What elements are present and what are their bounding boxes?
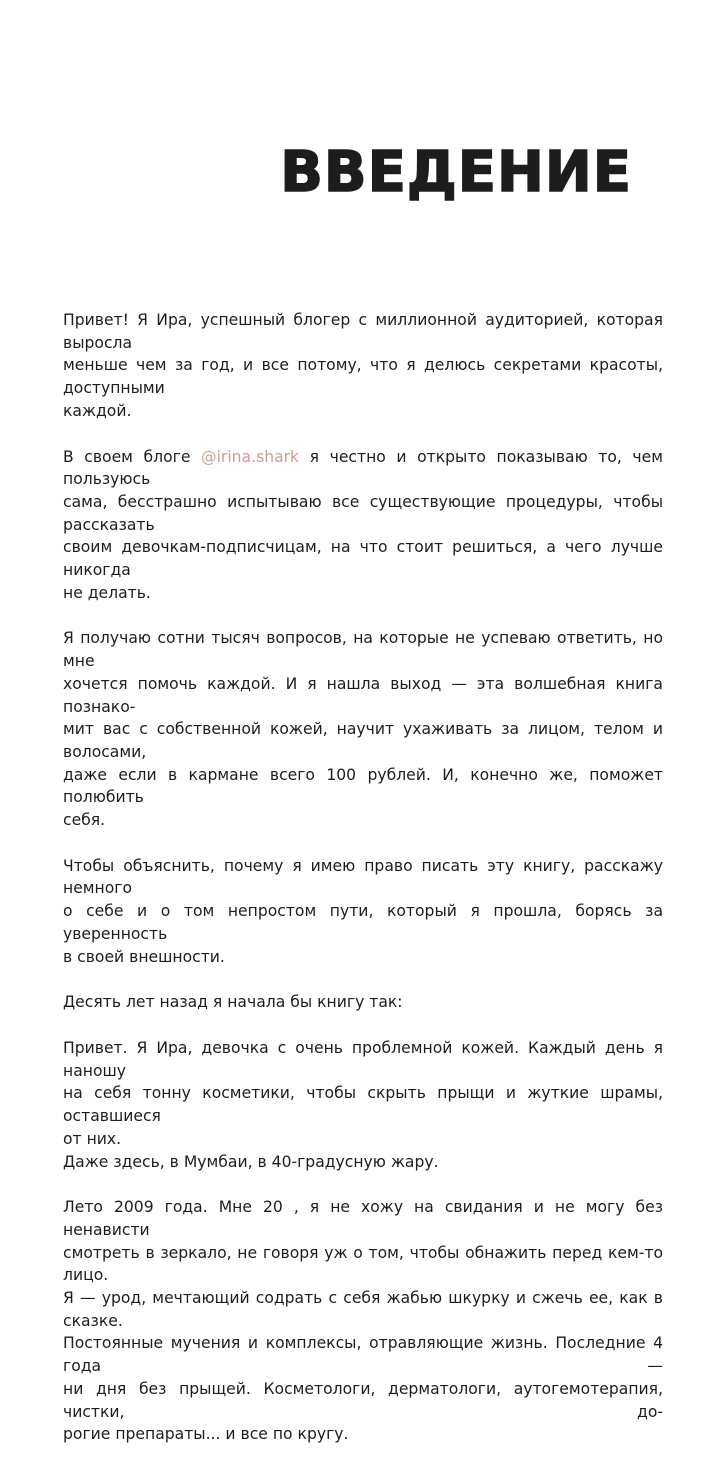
instagram-handle-link[interactable]: @irina.shark [201, 447, 300, 466]
paragraph-questions [63, 627, 663, 831]
text-line: не делать. [63, 583, 151, 602]
text-line: Я получаю сотни тысяч вопросов, на которые не успеваю ответить, но мне [63, 629, 663, 671]
text-line: о себе и о том непростом пути, который я прошла, борясь за уверенность [63, 902, 663, 943]
text-fragment: В своем блоге [63, 447, 191, 466]
chapter-body [63, 309, 663, 1469]
text-line: на себя тонну косметики, чтобы скрыть прыщи и жуткие шрамы, оставшиеся [63, 1084, 663, 1126]
text-line: рогие препараты... и все по кругу. [63, 1425, 349, 1444]
text-line: в своей внешности. [63, 947, 225, 966]
chapter-title: ВВЕДЕНИЕ [280, 140, 632, 205]
text-line: Привет! Я Ира, успешный блогер с миллионной аудиторией, которая выросла [63, 311, 663, 352]
text-line [63, 446, 663, 491]
text-line: Я — урод, мечтающий содрать с себя жабью шкурку и сжечь ее, как в сказке. [63, 1289, 663, 1330]
text-line: каждой. [63, 401, 132, 420]
text-line: от них. [63, 1129, 122, 1148]
paragraph-explain [63, 855, 663, 969]
paragraph-blog [63, 446, 663, 605]
text-line: Чтобы объяснить, почему я имею право писать эту книгу, расскажу немного [63, 856, 663, 898]
text-line: смотреть в зеркало, не говоря уж о том, чтобы обнажить перед кем-то лицо. [63, 1243, 663, 1285]
text-line: своим девочкам-подписчицам, на что стоит решиться, а чего лучше никогда [63, 538, 663, 580]
text-line: мит вас с собственной кожей, научит ухаживать за лицом, телом и волосами, [63, 720, 663, 761]
text-line: Даже здесь, в Мумбаи, в 40-градусную жару. [63, 1152, 439, 1171]
text-line: меньше чем за год, и все потому, что я делюсь секретами красоты, доступными [63, 356, 663, 398]
text-line: сама, бесстрашно испытываю все существующие процедуры, чтобы рассказать [63, 492, 663, 534]
text-line: ни дня без прыщей. Косметологи, дерматологи, аутогемотерапия, чистки, до- [63, 1379, 663, 1421]
text-fragment: я честно и открыто показываю то, чем пользуюсь [63, 447, 664, 489]
paragraph-ten-years [63, 991, 663, 1014]
text-line: себя. [63, 811, 106, 830]
text-line: Лето 2009 года. Мне 20 , я не хожу на свидания и не могу без ненависти [63, 1198, 663, 1239]
paragraph-summer-2009 [63, 1196, 663, 1446]
text-line: Постоянные мучения и комплексы, отравляющие жизнь. Последние 4 года — [63, 1334, 663, 1376]
text-line: Десять лет назад я начала бы книгу так: [63, 993, 403, 1012]
text-line: Привет. Я Ира, девочка с очень проблемной кожей. Каждый день я наношу [63, 1038, 663, 1080]
text-line: даже если в кармане всего 100 рублей. И, конечно же, поможет полюбить [63, 765, 663, 807]
text-line: хочется помочь каждой. И я нашла выход — эта волшебная книга познако- [63, 674, 663, 716]
paragraph-intro [63, 309, 663, 423]
paragraph-hello [63, 1037, 663, 1173]
